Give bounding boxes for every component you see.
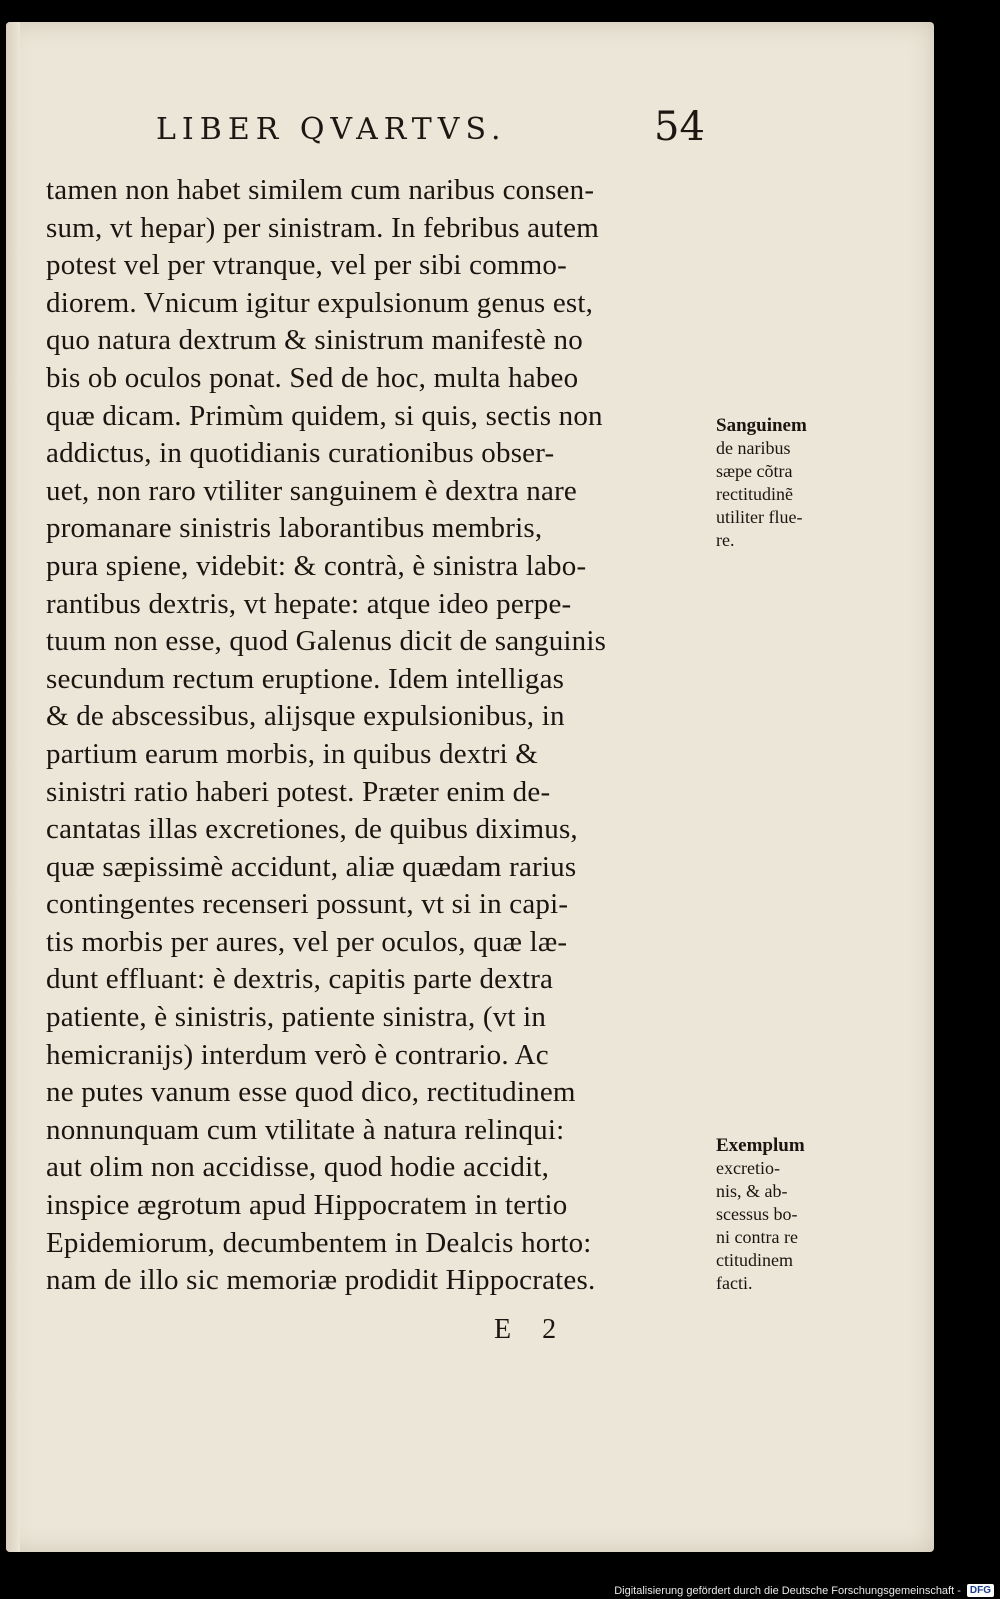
page-number: 54	[654, 104, 705, 150]
body-text	[46, 172, 711, 1300]
margin-note-line: excretio-	[716, 1158, 780, 1178]
text-line: potest vel per vtranque, vel per sibi commo-	[46, 249, 567, 282]
text-line: uet, non raro vtiliter sanguinem è dextra nare	[46, 474, 578, 507]
margin-note-line: ni contra re	[716, 1227, 798, 1247]
text-line: hemicranijs) interdum verò è contrario. Ac	[46, 1038, 549, 1071]
margin-note-line: scessus bo-	[716, 1204, 798, 1224]
footer-credit: Digitalisierung gefördert durch die Deutsche Forschungsgemeinschaft -	[614, 1584, 961, 1597]
text-line: nam de illo sic memoriæ prodidit Hippocrates.	[46, 1264, 596, 1297]
text-line: nonnunquam cum vtilitate à natura relinqui:	[46, 1113, 565, 1146]
text-line: Epidemiorum, decumbentem in Dealcis horto:	[46, 1226, 592, 1259]
text-line: & de abscessibus, alijsque expulsionibus, in	[46, 700, 565, 733]
margin-note-exemplum	[716, 1134, 856, 1295]
text-line: quo natura dextrum & sinistrum manifestè no	[46, 324, 583, 357]
running-head: LIBER QVARTVS.	[156, 112, 507, 147]
text-line: ne putes vanum esse quod dico, rectitudinem	[46, 1076, 576, 1109]
margin-note-line: facti.	[716, 1273, 753, 1293]
text-line: promanare sinistris laborantibus membris,	[46, 512, 543, 545]
margin-note-line: de naribus	[716, 438, 791, 458]
text-line: contingentes recenseri possunt, vt si in capi-	[46, 888, 569, 921]
text-line: rantibus dextris, vt hepate: atque ideo perpe-	[46, 587, 572, 620]
text-line: bis ob oculos ponat. Sed de hoc, multa habeo	[46, 361, 579, 394]
margin-note-line: re.	[716, 530, 735, 550]
margin-note-line: rectitudinẽ	[716, 484, 793, 504]
book-page	[6, 22, 934, 1552]
text-line: patiente, è sinistris, patiente sinistra, (vt in	[46, 1001, 547, 1034]
text-line: tis morbis per aures, vel per oculos, quæ læ-	[46, 925, 568, 958]
text-line: sinistri ratio haberi potest. Præter enim de-	[46, 775, 551, 808]
text-line: quæ dicam. Primùm quidem, si quis, sectis non	[46, 399, 603, 432]
text-line: pura spiene, videbit: & contrà, è sinistra labo-	[46, 549, 587, 582]
text-line: cantatas illas excretiones, de quibus diximus,	[46, 813, 578, 846]
margin-note-sanguinem	[716, 414, 856, 552]
margin-note-line: sæpe cõtra	[716, 461, 793, 481]
page-gutter-edge	[6, 22, 20, 1552]
text-line: tuum non esse, quod Galenus dicit de sanguinis	[46, 625, 607, 658]
signature-mark: E 2	[494, 1314, 569, 1345]
text-line: aut olim non accidisse, quod hodie accidit,	[46, 1151, 550, 1184]
digitization-footer	[614, 1584, 994, 1597]
text-line: secundum rectum eruptione. Idem intelligas	[46, 662, 565, 695]
margin-note-line: Exemplum	[716, 1135, 805, 1156]
text-line: partium earum morbis, in quibus dextri &	[46, 737, 539, 770]
text-line: quæ sæpissimè accidunt, aliæ quædam rarius	[46, 850, 577, 883]
text-line: tamen non habet similem cum naribus consen-	[46, 174, 595, 206]
text-line: addictus, in quotidianis curationibus obser-	[46, 437, 555, 470]
text-line: inspice ægrotum apud Hippocratem in tertio	[46, 1189, 568, 1222]
margin-note-line: utiliter flue-	[716, 507, 803, 527]
margin-note-line: nis, & ab-	[716, 1181, 788, 1201]
margin-note-line: ctitudinem	[716, 1250, 793, 1270]
dfg-logo-icon: DFG	[967, 1584, 994, 1597]
text-line: sum, vt hepar) per sinistram. In febribus autem	[46, 211, 600, 244]
margin-note-line: Sanguinem	[716, 415, 807, 436]
text-line: dunt effluant: è dextris, capitis parte dextra	[46, 963, 554, 996]
text-line: diorem. Vnicum igitur expulsionum genus est,	[46, 286, 594, 319]
